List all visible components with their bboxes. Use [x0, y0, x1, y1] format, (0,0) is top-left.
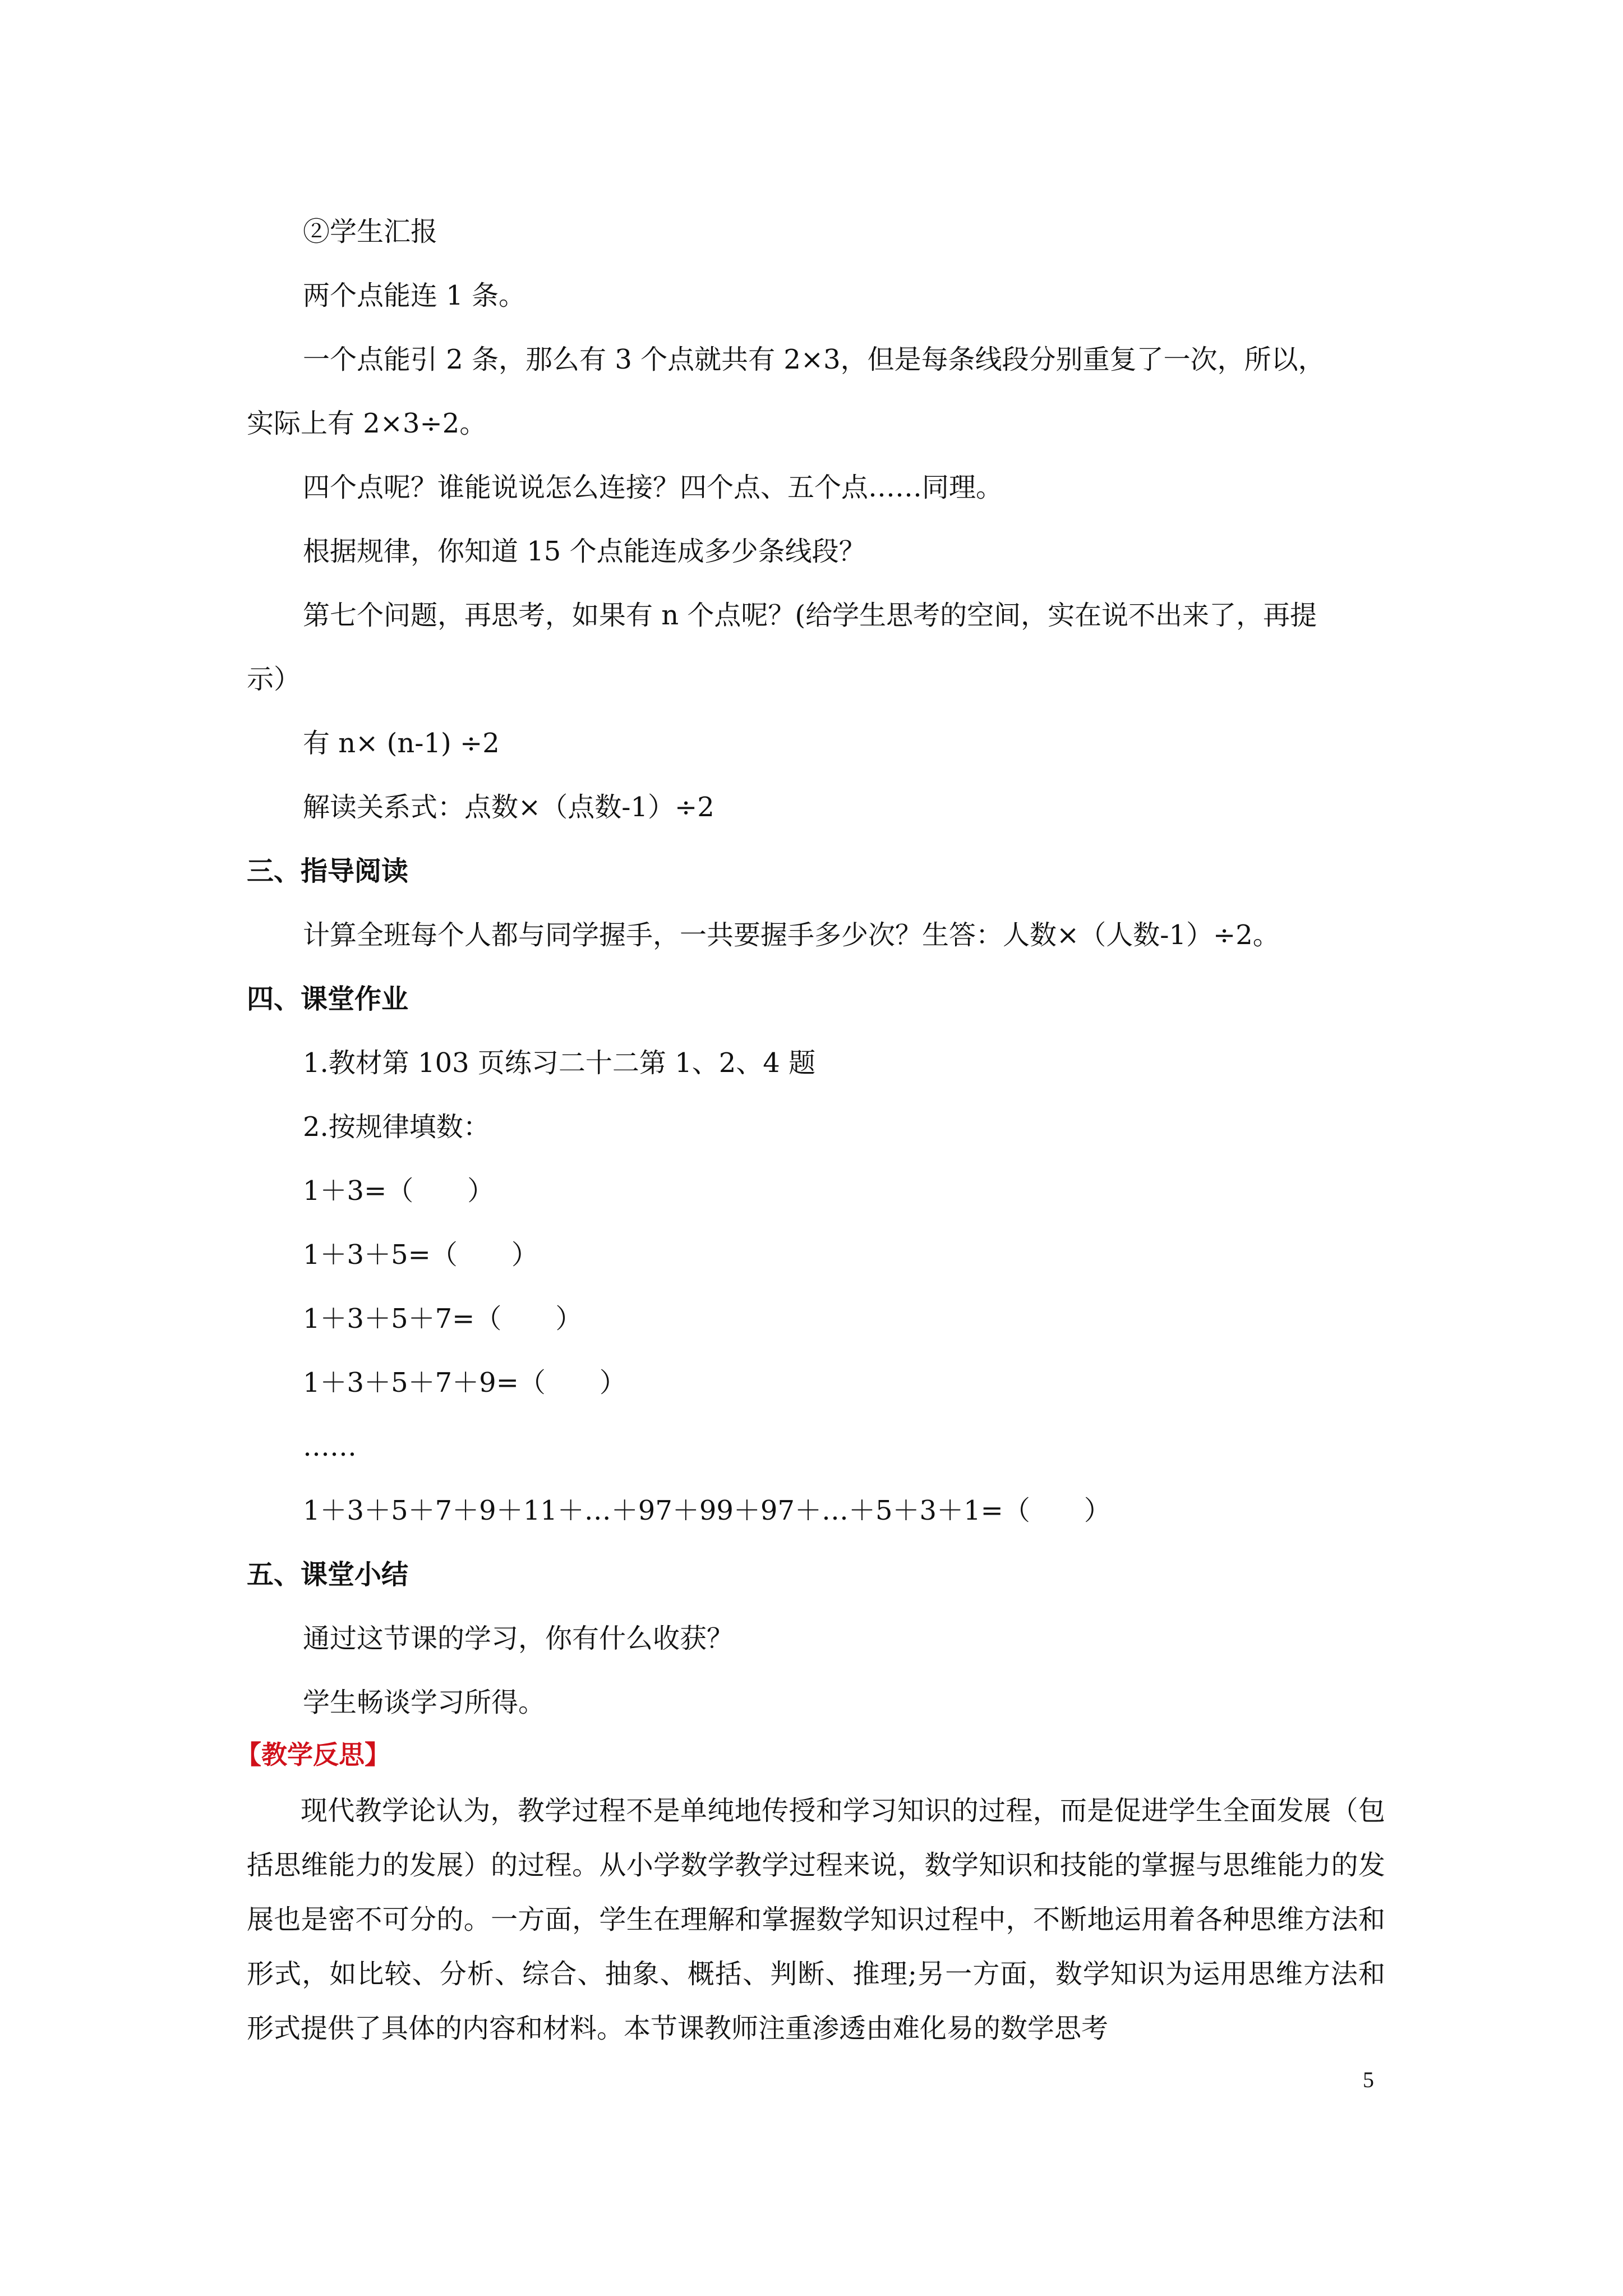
- ellipsis-line: ……: [303, 1431, 357, 1462]
- list-item: 1.教材第 103 页练习二十二第 1、2、4 题: [303, 1047, 816, 1079]
- exercise-line: 1＋3＋5＋7＋9＋11＋…＋97＋99＋97＋…＋5＋3＋1=（ ）: [303, 1495, 1111, 1526]
- text-line: 计算全班每个人都与同学握手，一共要握手多少次？生答：人数×（人数-1）÷2。: [303, 919, 1280, 951]
- exercise-line: 1＋3＋5＋7＋9=（ ）: [303, 1367, 626, 1398]
- section-heading-summary: 五、课堂小结: [247, 1559, 409, 1590]
- text-line: 实际上有 2×3÷2。: [247, 408, 487, 439]
- formula-line: 有 n× (n-1) ÷2: [303, 728, 500, 759]
- section-heading-guided-reading: 三、指导阅读: [247, 855, 409, 887]
- text-line: 一个点能引 2 条，那么有 3 个点就共有 2×3，但是每条线段分别重复了一次，所以，: [303, 344, 1325, 375]
- text-line: 示）: [247, 664, 301, 695]
- report-heading: ②学生汇报: [303, 216, 438, 247]
- text-line: 通过这节课的学习，你有什么收获？: [303, 1623, 734, 1654]
- exercise-line: 1＋3=（ ）: [303, 1175, 495, 1207]
- reflection-title: 【教学反思】: [236, 1740, 390, 1770]
- exercise-line: 1＋3＋5＋7=（ ）: [303, 1303, 583, 1335]
- section-heading-classwork: 四、课堂作业: [247, 983, 409, 1015]
- list-item: 2.按规律填数：: [303, 1111, 490, 1143]
- exercise-line: 1＋3＋5=（ ）: [303, 1239, 538, 1271]
- formula-line: 解读关系式：点数×（点数-1）÷2: [303, 792, 714, 823]
- text-line: 学生畅谈学习所得。: [303, 1687, 546, 1718]
- text-line: 四个点呢？谁能说说怎么连接？四个点、五个点……同理。: [303, 472, 1003, 503]
- text-line: 第七个问题，再思考，如果有 n 个点呢？(给学生思考的空间，实在说不出来了，再提: [303, 600, 1317, 631]
- reflection-paragraph: 现代教学论认为，教学过程不是单纯地传授和学习知识的过程，而是促进学生全面发展（包括思维能力的发展）的过程。从小学数学教学过程来说，数学知识和技能的掌握与思维能力的发展也是密不可分的。一方面，学生在理解和掌握数学知识过程中，不断地运用着各种思维方法和形式，如比较、分析、综合、抽象、概括、判断、推理;另一方面，数学知识为运用思维方法和形式提供了具体的内容和材料。本节课教师注重渗透由难化易的数学思考: [247, 1795, 1385, 2044]
- text-line: 根据规律，你知道 15 个点能连成多少条线段？: [303, 536, 866, 567]
- page-number: 5: [1363, 2067, 1374, 2092]
- text-line: 两个点能连 1 条。: [303, 280, 526, 311]
